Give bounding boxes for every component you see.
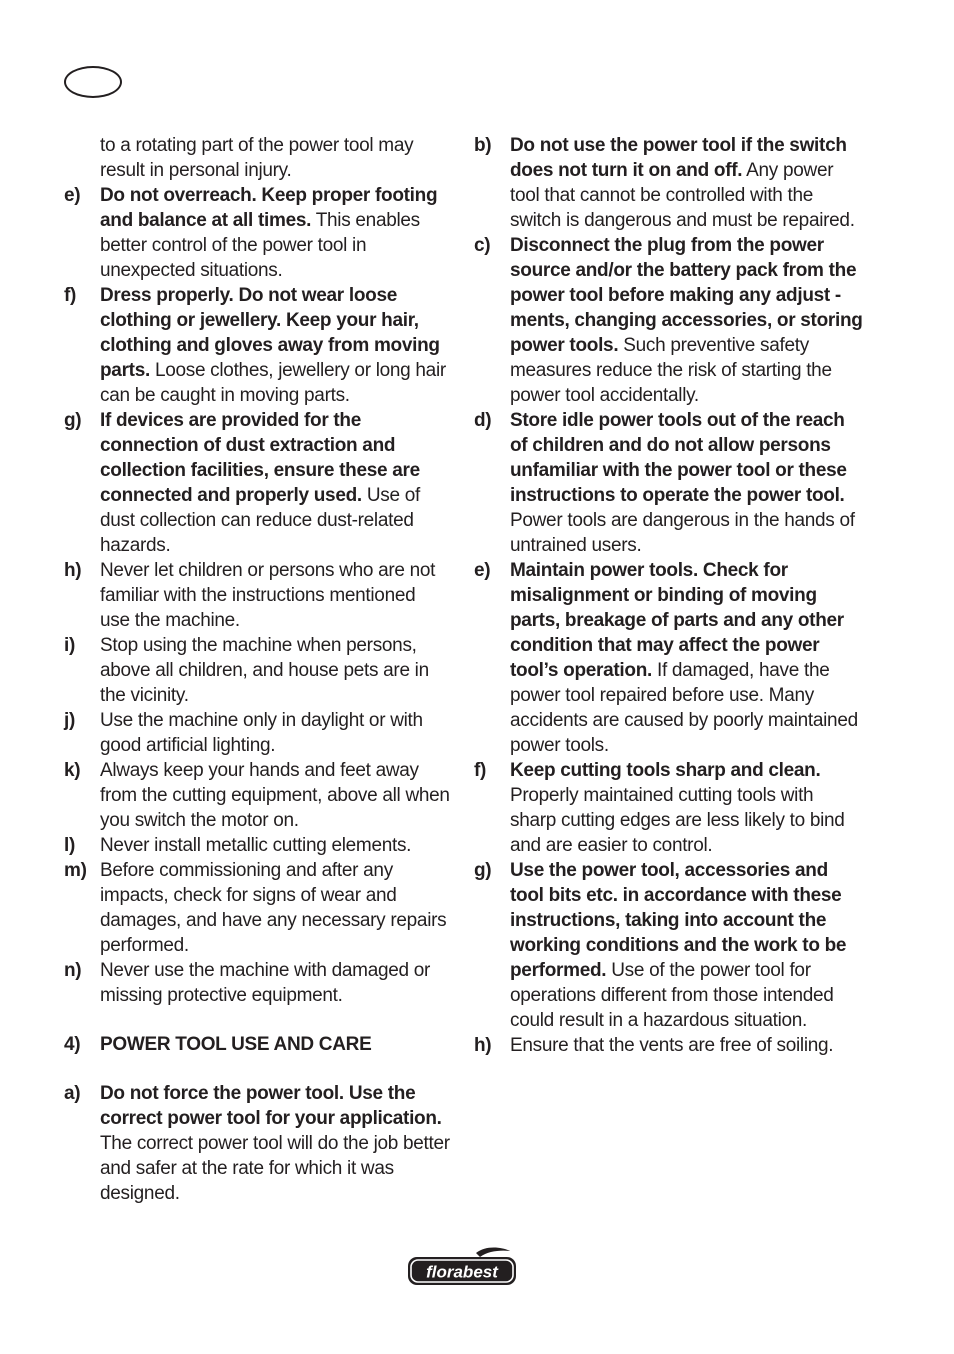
item-text [100, 958, 450, 1008]
item-label: g) [64, 410, 82, 431]
item-text [100, 708, 450, 758]
left-item [64, 833, 450, 858]
left-item [64, 183, 450, 283]
item-label: b) [474, 135, 492, 156]
right-item [474, 1033, 864, 1058]
left-item [64, 858, 450, 958]
item-body-text: Any power tool that cannot be controlled with the switch is dangerous and must be repaired. [510, 160, 855, 231]
right-item [474, 858, 864, 1033]
left-item [64, 558, 450, 633]
item-label: h) [474, 1035, 492, 1056]
item-label: d) [474, 410, 492, 431]
item-body-text: Never install metallic cutting elements. [100, 835, 412, 856]
right-column [474, 133, 864, 1058]
item-body-text: Use of the power tool for operations different from those intended could result in a hazardous situation. [510, 960, 834, 1031]
item-body-text: Stop using the machine when persons, above all children, and house pets are in the vicinity. [100, 635, 429, 706]
item-body-text: Use the machine only in daylight or with good artificial lighting. [100, 710, 423, 756]
item-text [510, 858, 864, 1033]
item-body-text: Before commissioning and after any impacts, check for signs of wear and damages, and have any necessary repairs performed. [100, 860, 447, 956]
item-label: i) [64, 635, 76, 656]
item-bold-text: Disconnect the plug from the power source and/or the battery pack from the power tool before making any adjust -ments, changing accessories, or storing power tools. [510, 235, 863, 356]
item-label: f) [64, 285, 77, 306]
item-body-text: Always keep your hands and feet away from the cutting equipment, above all when you switch the motor on. [100, 760, 450, 831]
item-label: e) [64, 185, 81, 206]
item-text [510, 408, 864, 558]
item-text [100, 408, 450, 558]
item-body-text: Never let children or persons who are not familiar with the instructions mentioned use the machine. [100, 560, 436, 631]
item-label: c) [474, 235, 491, 256]
item-body-text: Power tools are dangerous in the hands of untrained users. [510, 510, 855, 556]
item-body-text: Never use the machine with damaged or missing protective equipment. [100, 960, 431, 1006]
left-item [64, 708, 450, 758]
continuation-text: to a rotating part of the power tool may result in personal injury. [100, 135, 414, 181]
item-label: l) [64, 835, 76, 856]
item-text [100, 283, 450, 408]
item-text [100, 858, 450, 958]
section-title: POWER TOOL USE AND CARE [100, 1034, 372, 1055]
left-item [64, 283, 450, 408]
logo-wordmark: florabest [426, 1262, 498, 1282]
item-body-text: Loose clothes, jewellery or long hair can be caught in moving parts. [100, 360, 446, 406]
item-text [100, 633, 450, 708]
left-item [64, 958, 450, 1008]
item-bold-text: Do not overreach. Keep proper footing and balance at all times. [100, 185, 438, 231]
item-text [510, 1033, 864, 1058]
right-item [474, 558, 864, 758]
florabest-logo [406, 1247, 518, 1287]
item-label: h) [64, 560, 82, 581]
left-item [64, 408, 450, 558]
item-label: j) [64, 710, 76, 731]
item-label: e) [474, 560, 491, 581]
item-label: a) [64, 1083, 81, 1104]
item-text [100, 1081, 450, 1206]
item-text [510, 758, 864, 858]
left-item [64, 1081, 450, 1206]
item-body-text: This enables better control of the power tool in unexpected situations. [100, 210, 420, 281]
right-item [474, 758, 864, 858]
item-text [510, 558, 864, 758]
item-text [100, 558, 450, 633]
item-body-text: The correct power tool will do the job better and safer at the rate for which it was designed. [100, 1133, 450, 1204]
item-bold-text: Do not use the power tool if the switch does not turn it on and off. [510, 135, 847, 181]
item-bold-text: Do not force the power tool. Use the correct power tool for your application. [100, 1083, 442, 1129]
right-item [474, 233, 864, 408]
item-label: n) [64, 960, 82, 981]
item-bold-text: Maintain power tools. Check for misalignment or binding of moving parts, breakage of parts and any other condition that may affect the power tool’s operation. [510, 560, 844, 681]
item-body-text: Use of dust collection can reduce dust-related hazards. [100, 485, 420, 556]
item-bold-text: If devices are provided for the connection of dust extraction and collection facilities, ensure these are connected and properly used. [100, 410, 420, 506]
left-column [64, 133, 450, 1206]
section-number: 4) [64, 1034, 81, 1055]
item-text [510, 133, 864, 233]
left-item [64, 758, 450, 833]
section-heading [64, 1032, 450, 1057]
item-text [100, 833, 450, 858]
right-item [474, 133, 864, 233]
item-label: g) [474, 860, 492, 881]
left-item [64, 633, 450, 708]
item-bold-text: Store idle power tools out of the reach of children and do not allow persons unfamiliar with the power tool or these instructions to operate the power tool. [510, 410, 847, 506]
item-label: m) [64, 860, 87, 881]
item-label: f) [474, 760, 487, 781]
item-bold-text: Dress properly. Do not wear loose clothing or jewellery. Keep your hair, clothing and gloves away from moving parts. [100, 285, 440, 381]
continuation-paragraph [64, 133, 450, 183]
item-text [100, 183, 450, 283]
item-body-text: Ensure that the vents are free of soiling. [510, 1035, 834, 1056]
item-label: k) [64, 760, 81, 781]
language-badge-oval [64, 66, 122, 98]
item-text [100, 758, 450, 833]
item-bold-text: Keep cutting tools sharp and clean. [510, 760, 821, 781]
item-body-text: If damaged, have the power tool repaired before use. Many accidents are caused by poorly maintained power tools. [510, 660, 858, 756]
item-body-text: Properly maintained cutting tools with sharp cutting edges are less likely to bind and are easier to control. [510, 785, 845, 856]
right-item [474, 408, 864, 558]
item-text [510, 233, 864, 408]
item-bold-text: Use the power tool, accessories and tool bits etc. in accordance with these instructions, taking into account the working conditions and the work to be performed. [510, 860, 847, 981]
item-body-text: Such preventive safety measures reduce the risk of starting the power tool accidentally. [510, 335, 832, 406]
